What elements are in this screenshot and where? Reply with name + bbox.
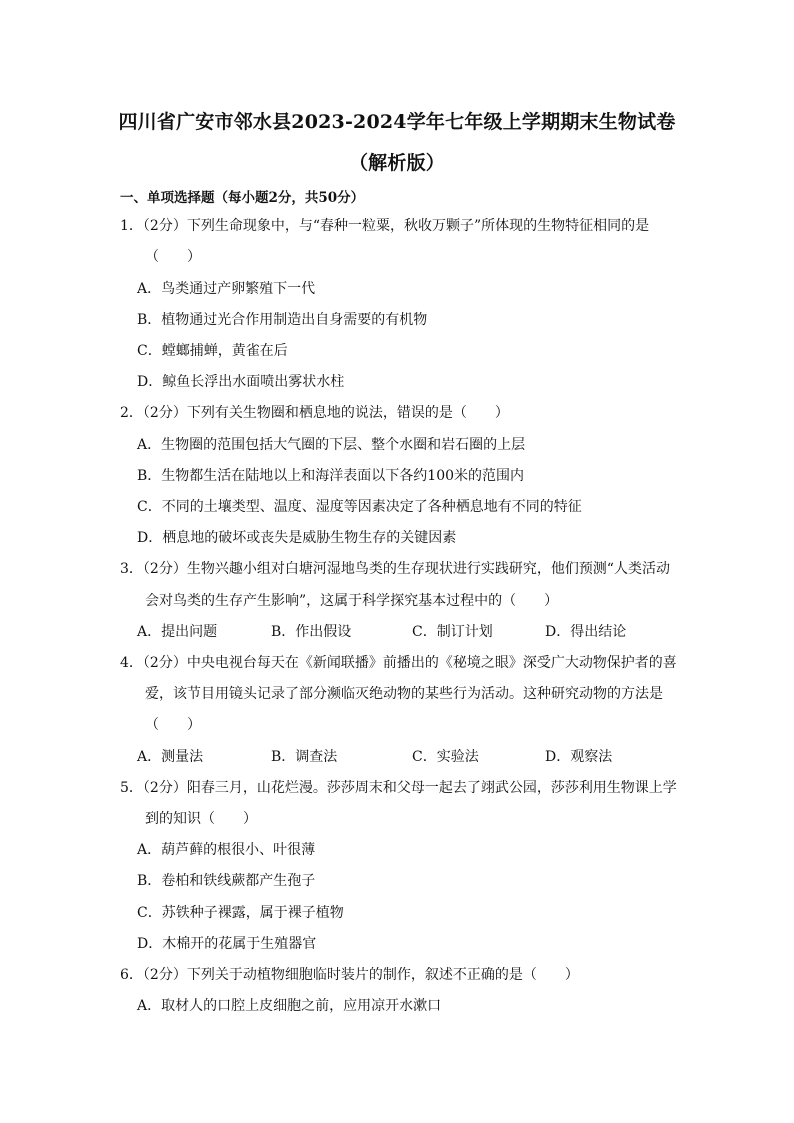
question-4-stem-cont-1: 爱，该节目用镜头记录了部分濒临灭绝动物的某些行为活动。这种研究动物的方法是 [145, 686, 663, 702]
question-2-option-a: A．生物圈的范围包括大气圈的下层、整个水圈和岩石圈的上层 [137, 437, 526, 453]
question-4-option-b: B．调查法 [271, 749, 338, 765]
exam-title: 四川省广安市邻水县2023-2024学年七年级上学期期末生物试卷 [118, 111, 676, 133]
question-3-stem-cont: 会对鸟类的生存产生影响”，这属于科学探究基本过程中的（ ） [145, 593, 559, 609]
question-1-stem: 1．（2分）下列生命现象中，与“春种一粒粟，秋收万颗子”所体现的生物特征相同的是 [120, 218, 650, 234]
question-3-option-a: A．提出问题 [137, 624, 218, 640]
question-2-option-c: C．不同的土壤类型、温度、湿度等因素决定了各种栖息地有不同的特征 [137, 499, 582, 515]
question-3-option-b: B．作出假设 [271, 624, 352, 640]
question-1-option-b: B．植物通过光合作用制造出自身需要的有机物 [137, 312, 428, 328]
question-3-stem: 3．（2分）生物兴趣小组对白塘河湿地鸟类的生存现状进行实践研究，他们预测“人类活动 [120, 561, 670, 577]
question-5-stem-cont: 到的知识（ ） [145, 811, 257, 827]
question-1-stem-cont: （ ） [145, 249, 201, 265]
question-5-option-b: B．卷柏和铁线蕨都产生孢子 [137, 873, 316, 889]
question-6-option-a: A．取材人的口腔上皮细胞之前，应用凉开水漱口 [137, 998, 442, 1014]
question-1-option-d: D．鲸鱼长浮出水面喷出雾状水柱 [137, 374, 345, 390]
question-2-option-b: B．生物都生活在陆地以上和海洋表面以下各约100米的范围内 [137, 468, 525, 484]
question-3-option-c: C．制订计划 [412, 624, 493, 640]
question-1-option-c: C．螳螂捕蝉，黄雀在后 [137, 343, 288, 359]
question-5-option-a: A．葫芦藓的根很小、叶很薄 [137, 842, 316, 858]
question-2-option-d: D．栖息地的破坏或丧失是威胁生物生存的关键因素 [137, 530, 457, 546]
question-1-option-a: A．鸟类通过产卵繁殖下一代 [137, 281, 316, 297]
question-4-option-c: C．实验法 [412, 749, 479, 765]
question-5-option-d: D．木棉开的花属于生殖器官 [137, 936, 317, 952]
section-heading: 一、单项选择题（每小题2分，共50分） [120, 190, 365, 206]
question-4-option-a: A．测量法 [137, 749, 204, 765]
question-3-option-d: D．得出结论 [545, 624, 627, 640]
question-4-option-d: D．观察法 [545, 749, 613, 765]
question-5-stem: 5．（2分）阳春三月，山花烂漫。莎莎周末和父母一起去了翊武公园，莎莎利用生物课上学 [120, 780, 677, 796]
question-5-option-c: C．苏铁种子裸露，属于裸子植物 [137, 905, 344, 921]
question-4-stem-cont-2: （ ） [145, 717, 201, 733]
question-6-stem: 6．（2分）下列关于动植物细胞临时装片的制作，叙述不正确的是（ ） [120, 967, 579, 983]
question-2-stem: 2．（2分）下列有关生物圈和栖息地的说法，错误的是（ ） [120, 405, 509, 421]
question-4-stem: 4．（2分）中央电视台每天在《新闻联播》前播出的《秘境之眼》深受广大动物保护者的喜 [120, 655, 677, 671]
exam-subtitle: （解析版） [348, 152, 445, 174]
